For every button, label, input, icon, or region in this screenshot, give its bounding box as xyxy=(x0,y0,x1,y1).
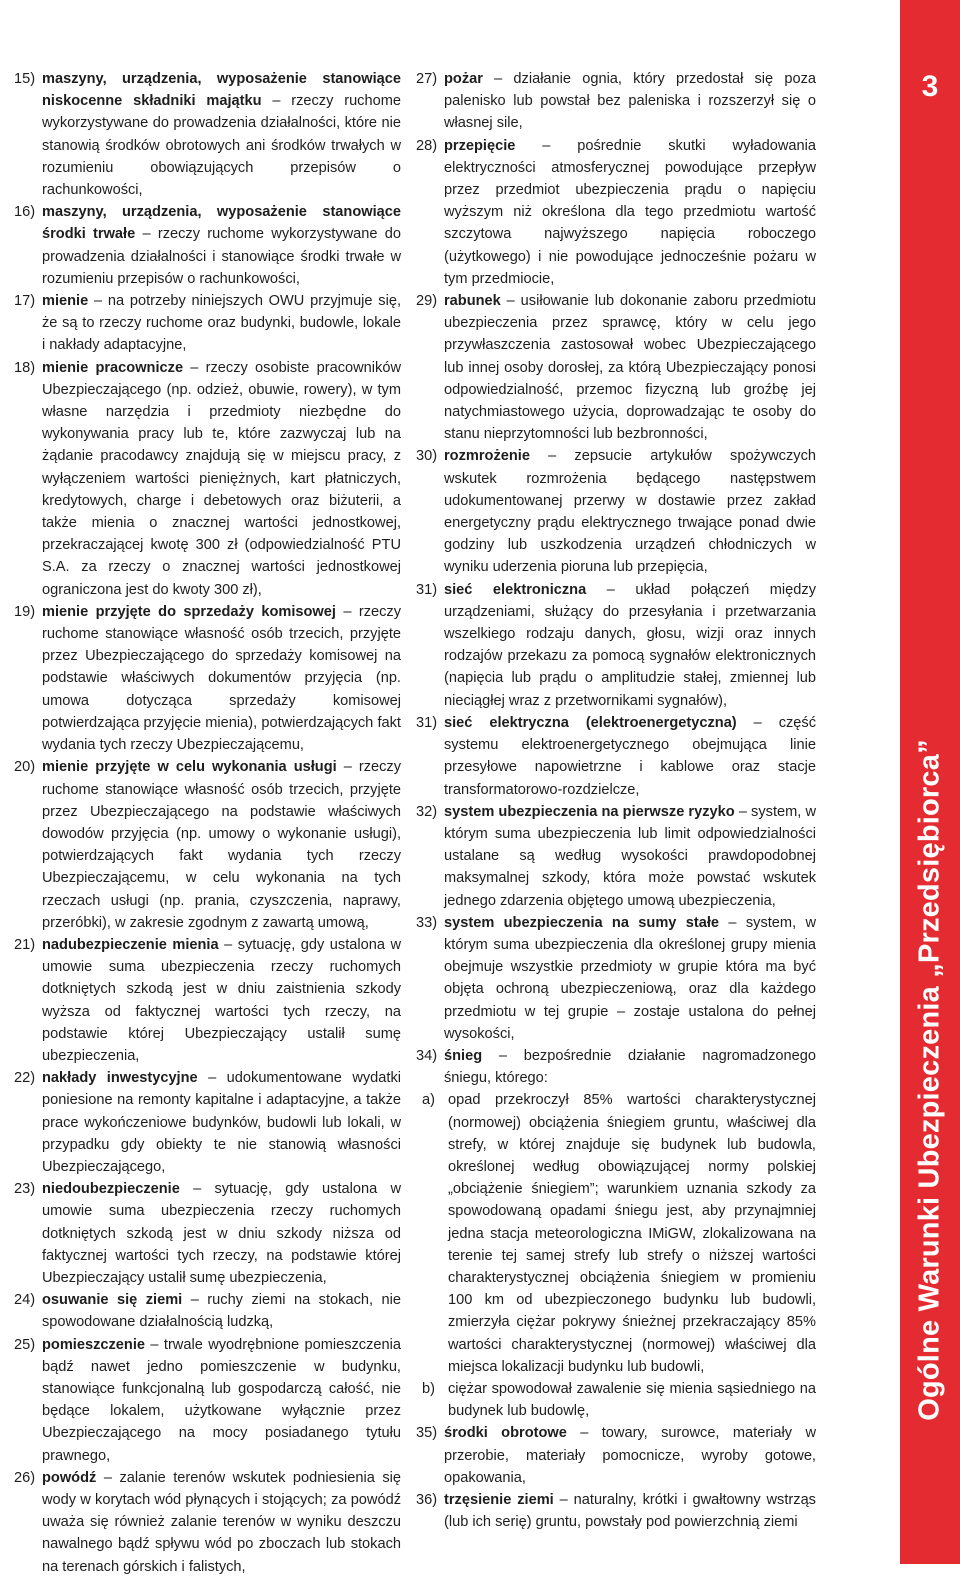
defined-term: nadubezpieczenie mienia xyxy=(42,936,219,953)
defined-term: system ubezpieczenia na pierwsze ryzyko xyxy=(444,803,735,820)
defined-term: powódź xyxy=(42,1469,97,1486)
definition-text: – towary, surowce, materiały w przerobie, materiały pomocnicze, wyroby gotowe, opakowania, xyxy=(444,1425,817,1486)
item-number: 36) xyxy=(416,1492,438,1508)
definition-item xyxy=(14,68,401,201)
defined-term: rabunek xyxy=(444,293,501,310)
definition-item xyxy=(14,357,401,601)
item-number: 32) xyxy=(416,803,438,820)
item-number: 29) xyxy=(416,293,438,310)
item-number: 17) xyxy=(14,293,36,310)
item-number: 31) xyxy=(416,714,438,731)
definition-text: – sytuację, gdy ustalona w umowie suma ubezpieczenia rzeczy ruchomych dotkniętych szkodą jest w dniu szkody niższa od faktycznej wartości tych rzeczy, na podstawie której Ubezpieczający ustalił sumę ubezpieczenia, xyxy=(42,1181,401,1286)
item-number: 15) xyxy=(14,71,36,87)
definition-item xyxy=(14,1178,401,1289)
definition-item xyxy=(416,1422,816,1489)
definition-item xyxy=(14,201,401,290)
definition-text: – rzeczy ruchome stanowiące własność osób trzecich, przyjęte przez Ubezpieczającego do sprzedaży komisowej na podstawie właściwych dokumentów przyjęcia (np. umowa dotycząca sprzedaży komisowej potwierdzająca przyjęcie mienia), potwierdzających fakt wydania tych rzeczy Ubezpieczającemu, xyxy=(42,603,402,754)
item-number: a) xyxy=(422,1092,435,1109)
definition-item xyxy=(416,712,816,801)
definition-subitem xyxy=(416,1089,816,1378)
defined-term: sieć elektryczna (elektroenergetyczna) xyxy=(444,714,737,731)
item-number: 24) xyxy=(14,1292,36,1309)
defined-term: trzęsienie ziemi xyxy=(444,1492,554,1508)
definition-item xyxy=(416,1045,816,1089)
definition-item xyxy=(14,1289,401,1333)
defined-term: mienie xyxy=(42,293,89,310)
definition-text: opad przekroczył 85% wartości charakterystycznej (normowej) obciążenia śniegiem gruntu, właściwej dla strefy, w której znajduje się budynek lub budowla, określonej według obowiązującej normy polskiej „obciążenie śniegiem”; warunkiem uznania szkody za spowodowaną opadami śniegu jest, aby przynajmniej jedna stacja meteorologiczna IMiGW, zlokalizowana na terenie tej samej strefy lub strefy o niższej wartości charakterystycznej obciążenia śniegiem w promieniu 100 km od ubezpieczonego budynku lub budowli, zmierzyła ciężar pokrywy śnieżnej przekraczający 85% wartości charakterystycznej (normowej) właściwej dla miejsca lokalizacji budynku lub budowli, xyxy=(448,1092,816,1375)
definition-item xyxy=(416,135,816,290)
item-number: 28) xyxy=(416,137,438,154)
definition-text: – system, w którym suma ubezpieczenia dla określonej grupy mienia obejmuje wszystkie przedmioty w grupie która ma być objęta ochroną ubezpieczeniową, oraz dla każdego przedmiotu w tej grupie – zostaje ustalona do pełnej wysokości, xyxy=(444,914,817,1042)
definition-text: – sytuację, gdy ustalona w umowie suma ubezpieczenia rzeczy ruchomych dotkniętych szkodą jest w dniu zaistnienia szkody wyższa od faktycznej wartości tych rzeczy, na podstawie której Ubezpieczający ustalił sumę ubezpieczenia, xyxy=(42,936,401,1064)
defined-term: sieć elektroniczna xyxy=(444,581,587,598)
item-number: 26) xyxy=(14,1469,36,1486)
definition-text: – trwale wyodrębnione pomieszczenia bądź nawet jedno pomieszczenie w budynku, stanowiące funkcjonalną lub gospodarczą całość, nie będące lokalem, użytkowane wyłącznie przez Ubezpieczającego na mocy posiadanego tytułu prawnego, xyxy=(42,1336,401,1464)
definition-text: – rzeczy ruchome stanowiące własność osób trzecich, przyjęte przez Ubezpieczającego na podstawie właściwych dowodów przyjęcia (np. umowy o wykonanie usługi), potwierdzających fakt wydania tych rzeczy Ubezpieczającemu, w celu wykonania na tych rzeczach usługi (np. prania, czyszczenia, naprawy, przeróbki), w zakresie zgodnym z zawartą umową, xyxy=(42,759,402,931)
defined-term: przepięcie xyxy=(444,137,516,154)
item-number: 21) xyxy=(14,936,36,953)
item-number: b) xyxy=(422,1380,435,1397)
definition-text: – ruchy ziemi na stokach, nie spowodowane działalnością ludzką, xyxy=(42,1292,401,1331)
defined-term: system ubezpieczenia na sumy stałe xyxy=(444,914,720,931)
definition-text: – rzeczy ruchome wykorzystywane do prowadzenia działalności i stanowiące środki trwałe w rozumieniu przepisów o rachunkowości, xyxy=(42,226,402,287)
definition-text: – zalanie terenów wskutek podniesienia się wody w korytach wód płynących i stojących; za powódź uważa się również zalanie terenów w wyniku deszczu nawalnego bądź spływu wód po zboczach lub stokach na terenach górskich i falistych, xyxy=(42,1469,401,1575)
definition-item xyxy=(14,601,401,756)
definition-text: – bezpośrednie działanie nagromadzonego śniegu, którego: xyxy=(444,1047,816,1087)
defined-term: maszyny, urządzenia, wyposażenie stanowiące niskocenne składniki majątku xyxy=(42,71,401,110)
defined-term: mienie przyjęte do sprzedaży komisowej xyxy=(42,603,336,620)
definition-item xyxy=(14,1334,401,1467)
definition-item xyxy=(416,579,816,712)
item-number: 16) xyxy=(14,204,36,221)
defined-term: mienie przyjęte w celu wykonania usługi xyxy=(42,759,337,776)
defined-term: środki obrotowe xyxy=(444,1425,567,1442)
item-number: 25) xyxy=(14,1336,36,1353)
item-number: 33) xyxy=(416,914,438,931)
defined-term: osuwanie się ziemi xyxy=(42,1292,183,1309)
definition-text: – rzeczy ruchome wykorzystywane do prowadzenia działalności, które nie stanowią środków obrotowych ani środków trwałych w rozumieniu obowiązujących przepisów o rachunkowości, xyxy=(42,93,401,199)
definition-item xyxy=(416,1489,816,1533)
defined-term: pomieszczenie xyxy=(42,1336,146,1353)
defined-term: nakłady inwestycyjne xyxy=(42,1070,198,1087)
defined-term: pożar xyxy=(444,71,483,87)
item-number: 19) xyxy=(14,603,36,620)
definition-item xyxy=(14,756,401,934)
definition-item xyxy=(416,912,816,1045)
item-number: 18) xyxy=(14,359,36,376)
right-column xyxy=(416,68,816,1533)
left-column xyxy=(14,68,401,1578)
definition-text: – usiłowanie lub dokonanie zaboru przedmiotu ubezpieczenia przez sprawcę, który w celu jego przywłaszczenia zastosował wobec Ubezpieczającego lub innej osoby dorosłej, za którą Ubezpieczający ponosi odpowiedzialność, przemoc fizyczną lub groźbę jej natychmiastowego użycia, doprowadzając te osoby do stanu nieprzytomności lub bezbronności, xyxy=(444,293,816,443)
item-number: 22) xyxy=(14,1070,36,1087)
definition-item xyxy=(416,290,816,445)
defined-term: rozmrożenie xyxy=(444,448,530,465)
definition-text: – na potrzeby niniejszych OWU przyjmuje się, że są to rzeczy ruchome oraz budynki, budowle, lokale i nakłady adaptacyjne, xyxy=(42,293,401,354)
definition-item xyxy=(14,290,401,357)
definition-item xyxy=(416,801,816,912)
definition-text: ciężar spowodował zawalenie się mienia sąsiedniego na budynek lub budowlę, xyxy=(448,1380,816,1420)
definition-item xyxy=(416,68,816,135)
definition-item xyxy=(14,934,401,1067)
definition-text: – pośrednie skutki wyładowania elektryczności atmosferycznej powodujące przepływ przez przedmiot ubezpieczenia prądu o napięciu wyższym niż określona dla tego przedmiotu wartość szczytowa najwyższego napięcia roboczego (użytkowego) i nie powodujące jednocześnie pożaru w tym przedmiocie, xyxy=(444,137,816,287)
definition-text: – zepsucie artykułów spożywczych wskutek rozmrożenia będącego następstwem udokumentowanej przerwy w dostawie przez zakład energetyczny prądu elektrycznego trwające ponad dwie godziny lub uszkodzenia urządzeń chłodniczych w wyniku uderzenia pioruna lub przepięcia, xyxy=(444,448,816,576)
defined-term: niedoubezpieczenie xyxy=(42,1181,180,1198)
definition-item xyxy=(14,1467,401,1578)
definition-item xyxy=(416,445,816,578)
defined-term: maszyny, urządzenia, wyposażenie stanowiące środki trwałe xyxy=(42,204,401,243)
defined-term: śnieg xyxy=(444,1047,483,1064)
item-number: 30) xyxy=(416,448,438,465)
definition-text: – udokumentowane wydatki poniesione na remonty kapitalne i adaptacyjne, a także prace wykończeniowe budynków, budowli lub lokali, w przypadku gdy obiekty te nie stanowią własności Ubezpieczającego, xyxy=(42,1070,401,1175)
definition-text: – rzeczy osobiste pracowników Ubezpieczającego (np. odzież, obuwie, rowery), w tym własne narzędzia i przedmioty niezbędne do wykonywania pracy lub te, które zazwyczaj lub na żądanie pracodawcy znajdują się w miejscu pracy, z wyłączeniem wartości pieniężnych, kart płatniczych, kredytowych, charge i debetowych oraz biżuterii, a także mienia o znacznej wartości jednostkowej, przekraczającej kwotę 300 zł (odpowiedzialność PTU S.A. za rzeczy o znacznej wartości jednostkowej ograniczona jest do kwoty 300 zł), xyxy=(42,359,401,598)
item-number: 35) xyxy=(416,1425,438,1442)
definition-item xyxy=(14,1067,401,1178)
defined-term: mienie pracownicze xyxy=(42,359,184,376)
item-number: 27) xyxy=(416,71,438,87)
item-number: 23) xyxy=(14,1181,36,1198)
definition-text: – część systemu elektroenergetycznego obejmująca linie przesyłowe napowietrzne i kablowe oraz stacje transformatorowo-rozdzielcze, xyxy=(444,714,816,798)
definition-text: – system, w którym suma ubezpieczenia lub limit odpowiedzialności ustalane są według wysokości prawdopodobnej maksymalnej szkody, która może powstać wskutek jednego zdarzenia objętego umową ubezpieczenia, xyxy=(444,803,817,909)
chapter-sidebar xyxy=(900,0,960,1564)
definition-text: – układ połączeń między urządzeniami, służący do przesyłania i przetwarzania wszelkiego rodzaju danych, głosu, wizji oraz innych rodzajów przekazu za pomocą sygnałów elektronicznych (napięcia lub prądu o amplitudzie stałej, zmiennej lub nieciągłej wraz z przetwornikami sygnałów), xyxy=(444,581,816,709)
definition-text: – naturalny, krótki i gwałtowny wstrząs (lub ich serię) gruntu, powstały pod powierzchnią ziemi xyxy=(444,1492,816,1531)
definition-subitem xyxy=(416,1378,816,1422)
definition-text: – działanie ognia, który przedostał się poza palenisko lub powstał bez paleniska i rozszerzył się o własnej sile, xyxy=(444,71,816,132)
document-title: Ogólne Warunki Ubezpieczenia „Przedsiębiorca” xyxy=(913,739,946,1421)
item-number: 34) xyxy=(416,1047,438,1064)
item-number: 31) xyxy=(416,581,438,598)
chapter-number: 3 xyxy=(921,70,939,103)
item-number: 20) xyxy=(14,759,36,776)
